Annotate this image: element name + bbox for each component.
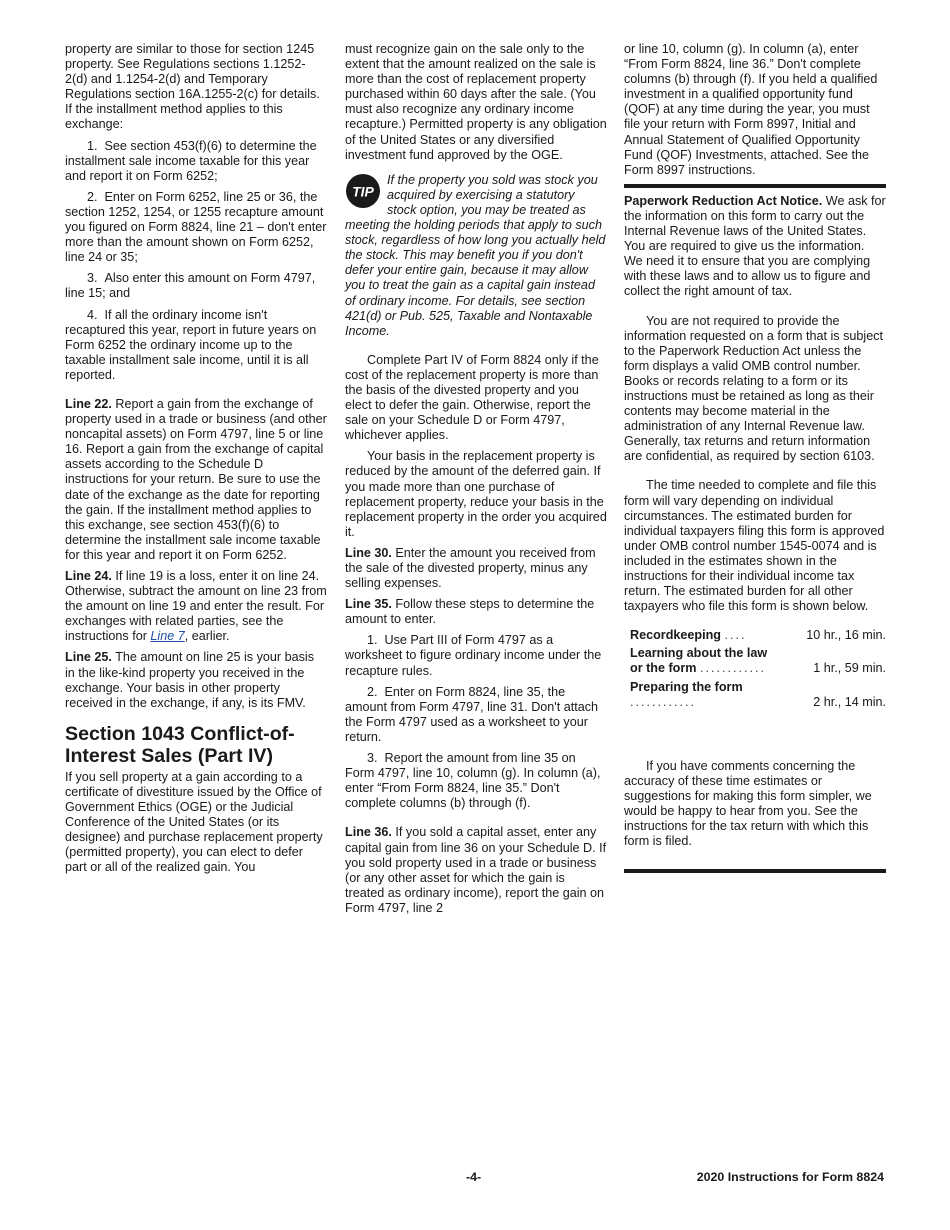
line24-paragraph [65,569,327,644]
line35-step-1: 1. Use Part III of Form 4797 as a worksheet to figure ordinary income under the recapture rules. [345,633,602,678]
line25-paragraph [65,650,327,710]
line24-text: If line 19 is a loss, enter it on line 24. Otherwise, subtract the amount on line 23 from the amount on line 19 and enter the result. For exchanges with related parties, see the instructions for [65,569,327,644]
line36-text: If you sold a capital asset, enter any capital gain from line 36 on your Schedule D. If you sold property used in a trade or business (or any other asset for which the gain is treated as ordinary income), report the gain on Form 4797, line 2 [345,825,607,915]
col3-continuation: or line 10, column (g). In column (a), enter “From Form 8824, line 36.” Don't complete columns (b) through (f). If you held a qualified investment in a qualified opportunity fund (QOF) at any time during the year, you must file your return with Form 8997, Initial and Annual Statement of Qualified Opportunity Fund (QOF) Investments, attached. See the Form 8997 instructions. [624,42,878,177]
pra-paragraph-4: If you have comments concerning the accuracy of these time estimates or suggestions for making this form simpler, we would be happy to hear from you. See the instructions for the tax return with which this form is filed. [624,758,872,849]
col1-step-2: 2. Enter on Form 6252, line 25 or 36, the section 1252, 1254, or 1255 recapture amount you figured on Form 8824, line 21 – don't enter more than the amount shown on Form 6252, line 24 or 35; [65,189,327,265]
col1-step-1: 1. See section 453(f)(6) to determine the installment sale income taxable for this year and report it on Form 6252; [65,138,317,183]
burden-value: 1 hr., 59 min. [813,661,886,676]
line30-paragraph [345,546,607,591]
burden-value: 2 hr., 14 min. [813,694,886,709]
line24-heading: Line 24. [65,569,112,583]
line36-paragraph [345,825,607,916]
line7-link[interactable]: Line 7 [150,629,185,644]
line35-paragraph [345,597,607,627]
burden-label: Learning about the law or the form ............ [630,646,768,676]
line25-text: The amount on line 25 is your basis in the like-kind property you received in the exchange. Your basis in other property received in the exchange, if any, is its FMV. [65,650,315,710]
section-1043-text: If you sell property at a gain according to a certificate of divestiture issued by the Office of Government Ethics (OGE) or the Judicial Conference of the United States (or its designee) and purchase replacement property (permitted property), you can elect to defer part or all of the realized gain. You [65,769,323,875]
burden-label: Recordkeeping .... [630,628,747,643]
column-2 [345,42,607,922]
paperwork-notice-box [624,184,886,873]
column-1 [65,42,327,882]
col2-paragraph-2: Your basis in the replacement property is reduced by the amount of the deferred gain. If you made more than one purchase of replacement property, reduce your basis in the replacement property in the order you acquired it. [345,449,607,539]
pra-paragraph [624,194,886,300]
col1-step-4: 4. If all the ordinary income isn't recaptured this year, report in future years on Form 6252 the ordinary income up to the taxable installment sale income, until it is all reported. [65,307,317,382]
tip-label: TIP [352,183,374,200]
column-3 [624,42,886,873]
line36-heading: Line 36. [345,825,392,840]
pra-text: We ask for the information on this form to carry out the Internal Revenue laws of the United States. You are required to give us the information. We need it to ensure that you are complying with these laws and to allow us to figure and collect the right amount of tax. [624,193,886,299]
burden-table [630,628,886,712]
footer-title: 2020 Instructions for Form 8824 [696,1170,884,1184]
line30-text: Enter the amount you received from the sale of the divested property, minus any selling expenses. [345,545,596,591]
line30-heading: Line 30. [345,545,392,560]
pra-paragraph-2: You are not required to provide the information requested on a form that is subject to the Paperwork Reduction Act unless the form displays a valid OMB control number. Books or records relating to a form or its instructions must be retained as long as their contents may become material in the administration of any Internal Revenue law. Generally, tax returns and return information are confidential, as required by section 6103. [624,313,884,464]
tip-icon [345,173,381,209]
burden-row [630,680,886,713]
line35-text: Follow these steps to determine the amount to enter. [345,597,595,627]
line25-heading: Line 25. [65,650,112,665]
burden-label: Preparing the form ............ [630,679,743,709]
tip-box [345,173,607,339]
line24-end: , earlier. [184,629,230,644]
col1-intro: property are similar to those for section 1245 property. See Regulations sections 1.1252-2(d) and 1.1254-2(d) and Temporary Regulations section 16A.1255-2(c) for details. If the installment method applies to this exchange: [65,42,320,132]
tip-text: If the property you sold was stock you acquired by exercising a statutory stock option, you may be treated as meeting the holding periods that apply to such stock, regardless of how long you actually held the stock. This may benefit you if you don't defer your entire gain, because it may allow you to treat the gain as a capital gain instead of ordinary income. For details, see section 421(d) or Pub. 525, Taxable and Nontaxable Income. [345,172,606,338]
col2-paragraph-1: Complete Part IV of Form 8824 only if the cost of the replacement property is more than the basis of the divested property and you elect to defer the gain. Otherwise, report the sale on your Schedule D or Form 4797, whichever applies. [345,352,599,443]
line35-step-3: 3. Report the amount from line 35 on Form 4797, line 10, column (g). In column (a), enter “From Form 8824, line 35.” Don't complete columns (b) through (f). [345,751,601,811]
pra-paragraph-3: The time needed to complete and file this form will vary depending on individual circumstances. The estimated burden for individual taxpayers filing this form is approved under OMB control number 1545-0074 and is included in the estimates shown in the instructions for their individual income tax return. The estimated burden for all other taxpayers who file this form is shown below. [624,478,885,614]
col2-continuation: must recognize gain on the sale only to the extent that the amount realized on the sale is more than the cost of replacement property purchased within 60 days after the sale. (You must also recognize any ordinary income recapture.) Permitted property is any obligation of the United States or any diversified investment fund approved by the OGE. [345,42,607,162]
line35-heading: Line 35. [345,597,392,612]
line22-paragraph [65,397,327,563]
burden-value: 10 hr., 16 min. [806,628,886,643]
pra-heading: Paperwork Reduction Act Notice. [624,193,823,208]
line35-step-2: 2. Enter on Form 8824, line 35, the amount from Form 4797, line 31. Don't attach the Form 4797 used as a worksheet to your return. [345,684,599,744]
burden-row [630,646,886,679]
section-1043-heading: Section 1043 Conflict-of-Interest Sales (Part IV) [65,722,295,767]
line22-text: Report a gain from the exchange of property used in a trade or business (and other noncapital assets) on Form 4797, line 5 or line 16. Report a gain from the exchange of capital assets according to the Schedule D instructions for your return. Be sure to use the date of the exchange as the date for reporting the gain. If the installment method applies to this exchange, see section 453(f)(6) to determine the installment sale income taxable for this year and report it on Form 6252. [65,396,327,562]
col1-step-3: 3. Also enter this amount on Form 4797, line 15; and [65,271,316,301]
line22-heading: Line 22. [65,396,112,411]
burden-row [630,628,886,646]
page-number: -4- [466,1170,482,1184]
